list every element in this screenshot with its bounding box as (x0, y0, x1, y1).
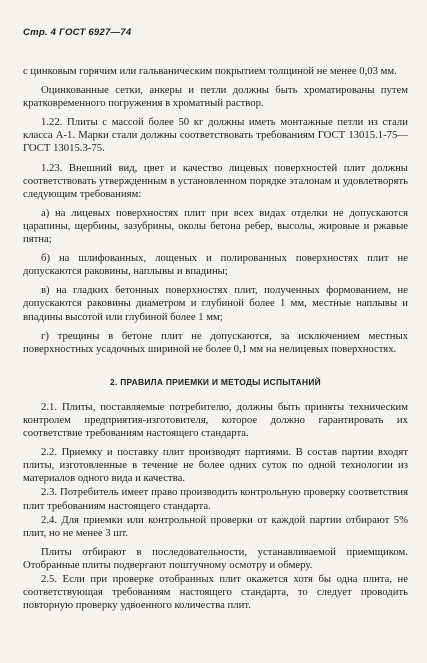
paragraph-2-4: 2.4. Для приемки или контрольной проверки от каждой партии отбирают 5% плит, но не менее 3 шт. (23, 513, 408, 539)
paragraph-1-23-b: б) на шлифованных, лощеных и полированных поверхностях плит не допускаются раковины, наплывы и впадины; (23, 252, 408, 278)
paragraph-2-2: 2.2. Приемку и поставку плит производят партиями. В состав партии входят плиты, изготовленные в течение не более одних суток по одной технологии из материалов одного вида и качества. (23, 446, 408, 485)
paragraph-2-3: 2.3. Потребитель имеет право производить контрольную проверку соответствия плит требованиям настоящего стандарта. (23, 486, 408, 512)
paragraph-1-23: 1.23. Внешний вид, цвет и качество лицевых поверхностей плит должны соответствовать утвержденным в установленном порядке эталонам и удовлетворять следующим требованиям: (23, 161, 408, 200)
paragraph-sampling-order: Плиты отбирают в последовательности, устанавливаемой приемщиком. Отобранные плиты подвергают поштучному осмотру и обмеру. (23, 545, 408, 571)
paragraph-galvanized-parts: Оцинкованные сетки, анкеры и петли должны быть хроматированы путем кратковременного погружения в хроматный раствор. (23, 84, 408, 110)
paragraph-2-5: 2.5. Если при проверке отобранных плит окажется хотя бы одна плита, не соответствующая требованиям настоящего стандарта, то следует проводить повторную проверку удвоенного количества плит. (23, 573, 408, 612)
paragraph-1-23-v: в) на гладких бетонных поверхностях плит, полученных формованием, не допускаются раковины диаметром и глубиной более 1 мм, местные наплывы и впадины высотой или глубиной более 1 мм; (23, 284, 408, 323)
section-title: 2. ПРАВИЛА ПРИЕМКИ И МЕТОДЫ ИСПЫТАНИЙ (109, 376, 321, 387)
paragraph-1-22: 1.22. Плиты с массой более 50 кг должны иметь монтажные петли из стали класса А-1. Марки стали должны соответствовать требованиям ГОСТ 13015.1-75—ГОСТ 13015.3-75. (23, 116, 408, 155)
paragraph-1-23-g: г) трещины в бетоне плит не допускаются, за исключением местных поверхностных усадочных шириной не более 0,1 мм на нелицевых поверхностях. (23, 329, 408, 355)
paragraph-continuation: с цинковым горячим или гальваническим покрытием толщиной не менее 0,03 мм. (23, 65, 397, 77)
page-body (23, 65, 408, 618)
paragraph-1-23-a: а) на лицевых поверхностях плит при всех видах отделки не допускаются царапины, щербины, зазубрины, околы бетона ребер, высолы, жировые и ржавые пятна; (23, 206, 408, 246)
paragraph-2-1: 2.1. Плиты, поставляемые потребителю, должны быть приняты техническим контролем предприятия-изготовителя, которое должно гарантировать их соответствие требованиям настоящего стандарта. (23, 400, 408, 440)
page-header: Стр. 4 ГОСТ 6927—74 (23, 27, 132, 38)
